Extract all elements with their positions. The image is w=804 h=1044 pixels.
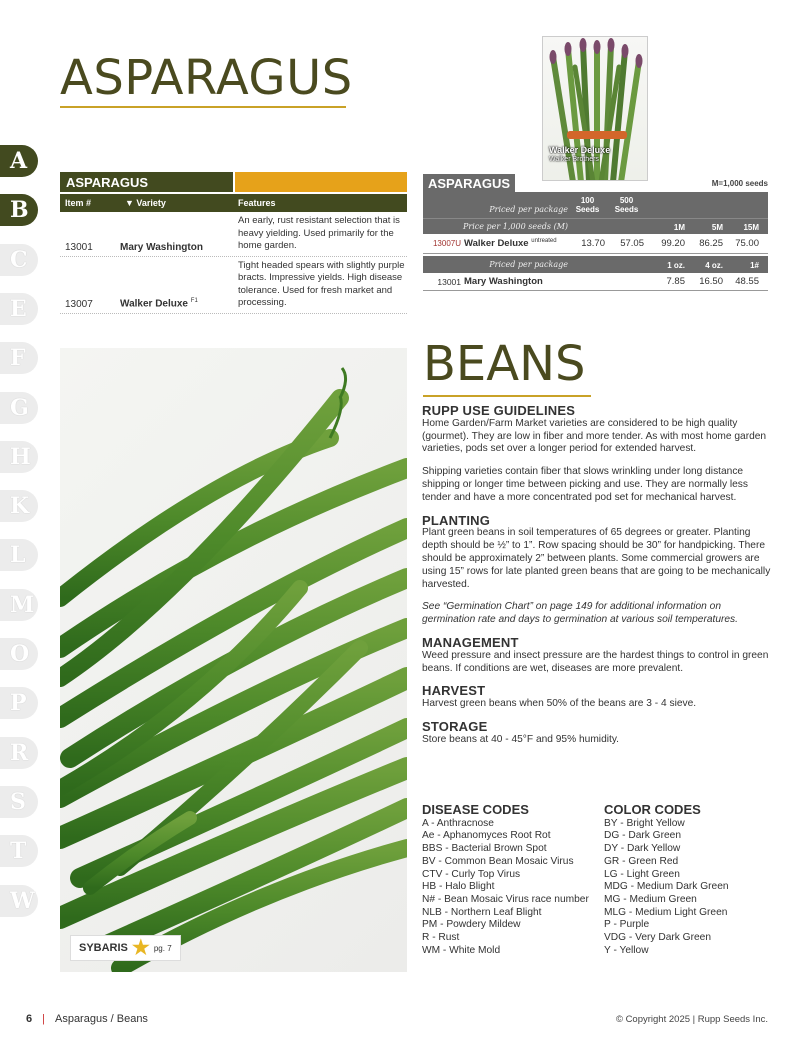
row-variety: Walker Deluxe $^{untreated}$	[464, 237, 557, 250]
row-variety: Mary Washington	[464, 276, 543, 287]
row-item: 13007U	[432, 239, 461, 248]
list-item: R - Rust	[422, 932, 460, 944]
tab-l[interactable]: L	[0, 539, 38, 571]
list-item: MLG - Medium Light Green	[604, 906, 728, 918]
tab-s[interactable]: S	[0, 786, 38, 818]
list-item: GR - Green Red	[604, 855, 679, 867]
footer-divider: |	[42, 1013, 45, 1025]
table-column-headers	[60, 194, 407, 212]
col-item-header: Item #	[65, 198, 92, 208]
list-item: MG - Medium Green	[604, 893, 697, 905]
list-item: NLB - Northern Leaf Blight	[422, 906, 542, 918]
asparagus-variety-table	[60, 172, 407, 314]
photo-caption-subtitle: Walker Brothers	[549, 156, 599, 163]
col-features-header: Features	[238, 198, 276, 208]
sybaris-page-ref: pg. 7	[153, 943, 172, 953]
tab-w[interactable]: W	[0, 885, 38, 917]
price-header-block	[423, 192, 768, 234]
row-features: An early, rust resistant selection that is heavy yielding. Used primarily for the home garden.	[238, 215, 400, 251]
tab-h[interactable]: H	[0, 441, 38, 473]
price-table-title: ASPARAGUS	[423, 174, 515, 192]
management-heading: MANAGEMENT	[422, 634, 519, 650]
col-500-seeds: 500 Seeds	[614, 196, 639, 214]
asparagus-photo	[542, 36, 648, 181]
page-number: 6	[26, 1013, 33, 1025]
guidelines-paragraph-1: Home Garden/Farm Market varieties are considered to be high quality (gourmet). They are low in fiber and more tender. As with most home garden varieties, pods set over a longer period for extended harvest.	[422, 417, 767, 455]
table-row	[423, 234, 768, 254]
col-variety-header[interactable]: ▼ Variety	[125, 198, 166, 208]
codes-section	[422, 804, 772, 957]
asparagus-title-underline	[60, 106, 346, 108]
tab-f[interactable]: F	[0, 342, 38, 374]
harvest-heading: HARVEST	[422, 683, 486, 699]
price-15m: 75.00	[735, 238, 759, 249]
list-item: MDG - Medium Dark Green	[604, 881, 729, 893]
row-item: 13007	[65, 298, 93, 310]
footer-left	[26, 1013, 148, 1025]
list-item: BY - Bright Yellow	[604, 817, 685, 829]
footer-copyright: © Copyright 2025 | Rupp Seeds Inc.	[615, 1014, 768, 1025]
guidelines-paragraph-2: Shipping varieties contain fiber that slows wrinkling under long distance shipping or longer time between picking and use. They are normally less tender and have a more concentrated pod set for mechanical harvest.	[422, 466, 748, 503]
photo-caption-title: Walker Deluxe	[549, 145, 611, 155]
list-item: Y - Yellow	[604, 944, 649, 956]
storage-paragraph: Store beans at 40 - 45°F and 95% humidity.	[422, 733, 619, 745]
tab-g[interactable]: G	[0, 392, 38, 424]
star-icon: ★	[131, 937, 150, 959]
tab-b[interactable]: B	[0, 194, 38, 226]
price-subheader	[423, 256, 768, 273]
list-item: VDG - Very Dark Green	[604, 932, 711, 944]
list-item: N# - Bean Mosaic Virus race number	[422, 893, 589, 905]
harvest-paragraph: Harvest green beans when 50% of the beans are 3 - 4 sieve.	[422, 698, 697, 710]
germination-note: See “Germination Chart” on page 149 for additional information on germination rate and days to germination at various soil temperatures.	[422, 601, 738, 626]
storage-heading: STORAGE	[422, 718, 488, 734]
tab-o[interactable]: O	[0, 638, 38, 670]
asparagus-title: ASPARAGUS	[60, 50, 353, 106]
list-item: DG - Dark Green	[604, 830, 681, 842]
price-table-top	[423, 174, 768, 192]
row-item: 13001	[437, 276, 461, 287]
list-item: HB - Halo Blight	[422, 881, 495, 893]
beans-guidelines	[422, 405, 772, 757]
row-features: Tight headed spears with slightly purple bracts. Impressive yields. High disease tolerance. Used for fresh market and processing.	[238, 259, 405, 308]
tab-a[interactable]: A	[0, 145, 38, 177]
col-1oz: 1 oz.	[667, 260, 685, 270]
price-per-1000-label: Price per 1,000 seeds (M)	[463, 222, 568, 231]
price-1m: 99.20	[661, 238, 685, 249]
col-5m: 5M	[711, 222, 723, 232]
table-title: ASPARAGUS	[60, 172, 233, 192]
list-item: PM - Powdery Mildew	[422, 919, 521, 931]
list-item: P - Purple	[604, 919, 650, 931]
disease-codes	[422, 804, 604, 957]
row-variety: Mary Washington	[120, 241, 203, 253]
tab-c[interactable]: C	[0, 244, 38, 276]
price-4oz: 16.50	[699, 276, 723, 287]
list-item: CTV - Curly Top Virus	[422, 868, 521, 880]
list-item: BBS - Bacterial Brown Spot	[422, 843, 547, 855]
disease-codes-heading: DISEASE CODES	[422, 802, 529, 817]
list-item: DY - Dark Yellow	[604, 843, 681, 855]
col-15m: 15M	[743, 222, 759, 232]
price-500: 57.05	[620, 238, 644, 249]
asparagus-price-table	[423, 174, 768, 291]
list-item: WM - White Mold	[422, 944, 501, 956]
list-item: LG - Light Green	[604, 868, 680, 880]
tab-r[interactable]: R	[0, 737, 38, 769]
f1-superscript: F1	[190, 298, 198, 305]
col-4oz: 4 oz.	[705, 260, 723, 270]
list-item: BV - Common Bean Mosaic Virus	[422, 855, 574, 867]
guidelines-heading: RUPP USE GUIDELINES	[422, 403, 576, 418]
beans-title-underline	[423, 395, 591, 397]
table-header-bar	[60, 172, 407, 192]
beans-title: BEANS	[423, 336, 586, 392]
table-row	[60, 257, 407, 314]
sybaris-name: SYBARIS	[79, 942, 128, 954]
color-codes	[604, 804, 772, 957]
priced-per-package-label: Priced per package	[489, 260, 568, 269]
color-codes-heading: COLOR CODES	[604, 802, 701, 817]
unit-note: M=1,000 seeds	[711, 179, 768, 188]
green-beans-illustration	[60, 348, 407, 972]
price-100: 13.70	[581, 238, 605, 249]
sybaris-label	[70, 935, 181, 961]
priced-per-package-label: Priced per package	[489, 205, 568, 214]
list-item: Ae - Aphanomyces Root Rot	[422, 830, 551, 842]
price-1lb: 48.55	[735, 276, 759, 287]
tab-e[interactable]: E	[0, 293, 38, 325]
table-header-accent	[235, 172, 407, 192]
list-item: A - Anthracnose	[422, 817, 494, 829]
row-variety: Walker Deluxe $^{F1}$	[120, 298, 198, 310]
green-beans-photo	[60, 348, 407, 972]
tab-t[interactable]: T	[0, 835, 38, 867]
price-5m: 86.25	[699, 238, 723, 249]
planting-heading: PLANTING	[422, 512, 491, 528]
price-1oz: 7.85	[666, 276, 685, 287]
tab-p[interactable]: P	[0, 687, 38, 719]
col-100-seeds: 100 Seeds	[575, 196, 600, 214]
row-item: 13001	[65, 241, 93, 253]
photo-caption	[549, 145, 610, 165]
management-paragraph: Weed pressure and insect pressure are the hardest things to control in green beans. If conditions are wet, diseases are more prevalent.	[422, 649, 769, 674]
footer-section: Asparagus / Beans	[54, 1013, 148, 1025]
table-row	[423, 273, 768, 291]
planting-paragraph: Plant green beans in soil temperatures of 65 degrees or greater. Planting depth should be ½” to 1”. Row spacing should be 30” for handpicking. There should be approximately 2” between plants. Some commercial growers are using 15” rows for late planted green beans that are going to be mechanically harvested.	[422, 527, 771, 590]
col-1lb: 1#	[750, 260, 759, 270]
tab-m[interactable]: M	[0, 589, 38, 621]
table-row	[60, 212, 407, 257]
col-1m: 1M	[673, 222, 685, 232]
tab-k[interactable]: K	[0, 490, 38, 522]
